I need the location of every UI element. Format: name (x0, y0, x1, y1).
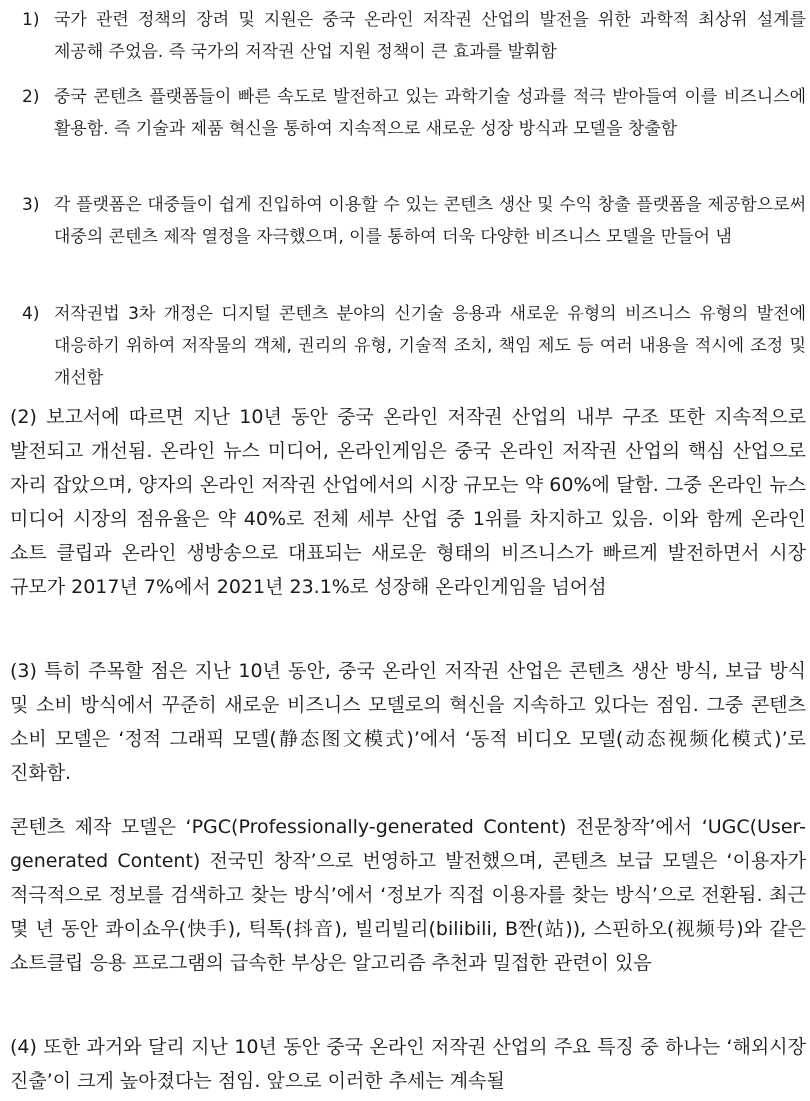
paragraph-3: (3) 특히 주목할 점은 지난 10년 동안, 중국 온라인 저작권 산업은 콘텐츠 생산 방식, 보급 방식 및 소비 방식에서 꾸준히 새로운 비즈니스 모델로의 혁신을 지속하고 있다는 점임. 그중 콘텐츠 소비 모델은 ‘정적 그래픽 모델(静态图文模式)’에서 ‘동적 비디오 모델(动态视频化模式)’로 진화함. (10, 660, 806, 784)
list-item-number: 4) (22, 304, 40, 324)
paragraph-2: (2) 보고서에 따르면 지난 10년 동안 중국 온라인 저작권 산업의 내부 구조 또한 지속적으로 발전되고 개선됨. 온라인 뉴스 미디어, 온라인게임은 중국 온라인 저작권 산업의 핵심 산업으로 자리 잡았으며, 양자의 온라인 저작권 산업에서의 시장 규모는 약 60%에 달함. 그중 온라인 뉴스 미디어 시장의 점유율은 약 40%로 전체 세부 산업 중 1위를 차지하고 있음. 이와 함께 온라인 쇼트 클립과 온라인 생방송으로 대표되는 새로운 형태의 비즈니스가 빠르게 발전하면서 시장 규모가 2017년 7%에서 2021년 23.1%로 성장해 온라인게임을 넘어섬 (10, 406, 806, 598)
list-item-number: 2) (22, 87, 40, 107)
list-item (0, 298, 806, 394)
paragraph-4: (4) 또한 과거와 달리 지난 10년 동안 중국 온라인 저작권 산업의 주요 특징 중 하나는 ‘해외시장 진출’이 크게 높아졌다는 점임. 앞으로 이러한 추세는 계속될 (10, 1036, 806, 1092)
list-item-text: 각 플랫폼은 대중들이 쉽게 진입하여 이용할 수 있는 콘텐츠 생산 및 수익 창출 플랫폼을 제공함으로써 대중의 콘텐츠 제작 열정을 자극했으며, 이를 통하여 더욱 다양한 비즈니스 모델을 만들어 냄 (54, 195, 806, 247)
list-item-text: 저작권법 3차 개정은 디지털 콘텐츠 분야의 신기술 응용과 새로운 유형의 비즈니스 유형의 발전에 대응하기 위하여 저작물의 객체, 권리의 유형, 기술적 조치, 책임 제도 등 여러 내용을 적시에 조정 및 개선함 (54, 304, 806, 388)
list-item (0, 4, 806, 68)
list-item-text: 중국 콘텐츠 플랫폼들이 빠른 속도로 발전하고 있는 과학기술 성과를 적극 받아들여 이를 비즈니스에 활용함. 즉 기술과 제품 혁신을 통하여 지속적으로 새로운 성장 방식과 모델을 창출함 (54, 87, 806, 139)
paragraph-3-continued: 콘텐츠 제작 모델은 ‘PGC(Professionally-generated Content) 전문창작’에서 ‘UGC(User-generated Content) 전국민 창작’으로 번영하고 발전했으며, 콘텐츠 보급 모델은 ‘이용자가 적극적으로 정보를 검색하고 찾는 방식’에서 ‘정보가 직접 이용자를 찾는 방식’으로 전환됨. 최근 몇 년 동안 콰이쇼우(快手), 틱톡(抖音), 빌리빌리(bilibili, B짠(站)), 스핀하오(视频号)와 같은 쇼트클립 응용 프로그램의 급속한 부상은 알고리즘 추천과 밀접한 관련이 있음 (10, 816, 807, 974)
list-item-text: 국가 관련 정책의 장려 및 지원은 중국 온라인 저작권 산업의 발전을 위한 과학적 최상위 설계를 제공해 주었음. 즉 국가의 저작권 산업 지원 정책이 큰 효과를 발휘함 (54, 10, 806, 62)
list-item-number: 3) (22, 195, 40, 215)
list-item-number: 1) (22, 10, 40, 30)
list-item (0, 81, 806, 145)
list-item (0, 189, 806, 253)
